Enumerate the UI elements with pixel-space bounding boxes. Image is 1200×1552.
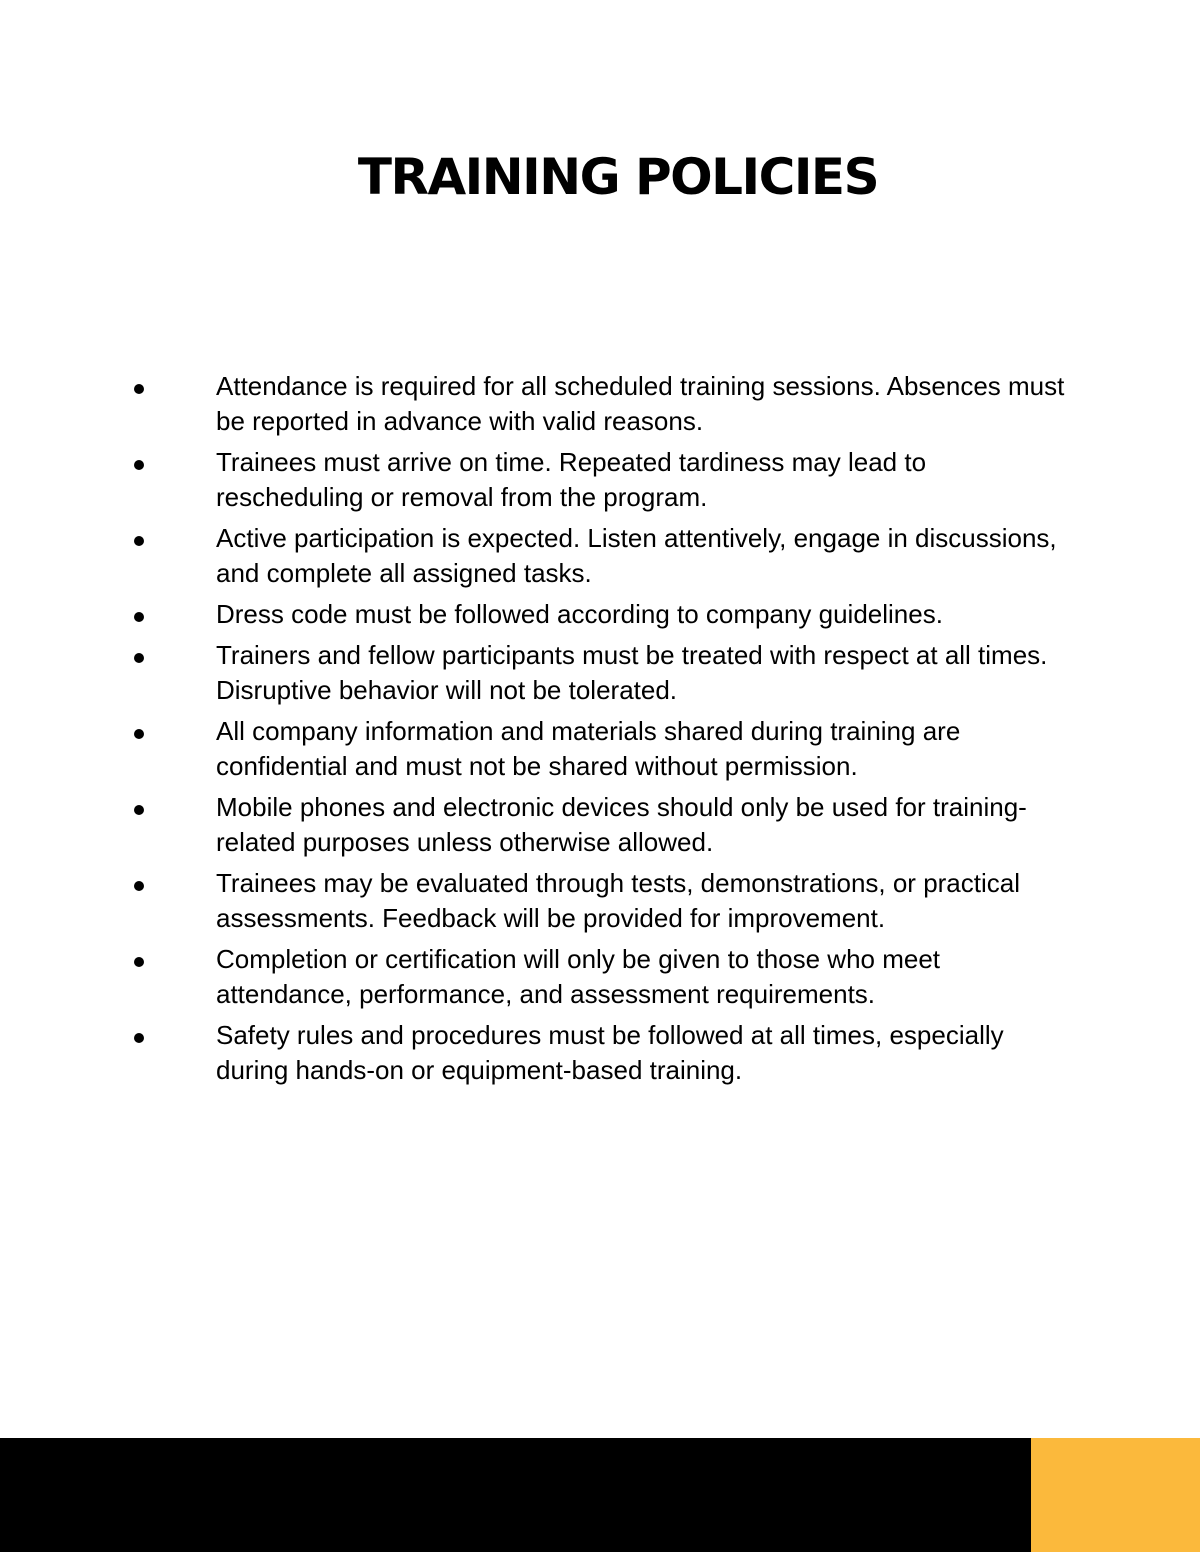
policy-text: Attendance is required for all scheduled training sessions. Absences must be reported in advance with valid reasons.: [216, 371, 1065, 436]
policy-text: Dress code must be followed according to company guidelines.: [216, 599, 943, 629]
policy-item: [0, 521, 1200, 591]
bullet-icon: [134, 460, 144, 470]
bullet-icon: [134, 881, 144, 891]
policy-text: Trainers and fellow participants must be treated with respect at all times. Disruptive behavior will not be tolerated.: [216, 640, 1048, 705]
bullet-icon: [134, 384, 144, 394]
bullet-icon: [134, 536, 144, 546]
policy-text: Trainees may be evaluated through tests, demonstrations, or practical assessments. Feedback will be provided for improvement.: [216, 868, 1021, 933]
policy-item: [0, 790, 1200, 860]
policy-text: Safety rules and procedures must be followed at all times, especially during hands-on or equipment-based training.: [216, 1020, 1004, 1085]
policy-item: [0, 942, 1200, 1012]
bullet-icon: [134, 805, 144, 815]
policy-item: [0, 597, 1200, 632]
policy-item: [0, 638, 1200, 708]
policy-text: Mobile phones and electronic devices should only be used for training-related purposes unless otherwise allowed.: [216, 792, 1027, 857]
policy-text: Trainees must arrive on time. Repeated tardiness may lead to rescheduling or removal from the program.: [216, 447, 927, 512]
policy-list: [0, 369, 1200, 1094]
bullet-icon: [134, 957, 144, 967]
footer-dark-band: [0, 1438, 1031, 1552]
policy-text: All company information and materials shared during training are confidential and must not be shared without permission.: [216, 716, 961, 781]
footer-accent-block: [1031, 1438, 1200, 1552]
bullet-icon: [134, 653, 144, 663]
bullet-icon: [134, 612, 144, 622]
policy-item: [0, 445, 1200, 515]
bullet-icon: [134, 1033, 144, 1043]
page-title: TRAINING POLICIES: [357, 148, 879, 206]
policy-text: Completion or certification will only be given to those who meet attendance, performance, and assessment requirements.: [216, 944, 941, 1009]
bullet-icon: [134, 729, 144, 739]
policy-item: [0, 866, 1200, 936]
policy-item: [0, 369, 1200, 439]
policy-item: [0, 1018, 1200, 1088]
policy-text: Active participation is expected. Listen attentively, engage in discussions, and complete all assigned tasks.: [216, 523, 1057, 588]
policy-item: [0, 714, 1200, 784]
